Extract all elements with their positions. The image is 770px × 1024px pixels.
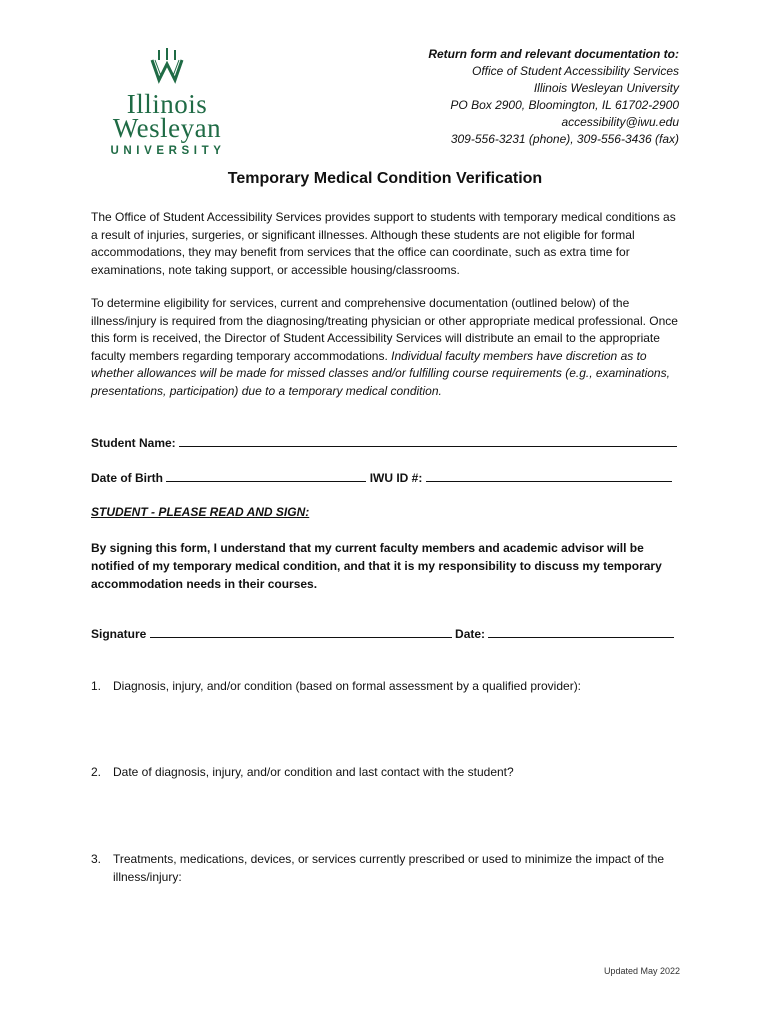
question-number: 3. bbox=[91, 852, 102, 866]
question-text: Date of diagnosis, injury, and/or condition and last contact with the student? bbox=[113, 765, 514, 779]
question-number: 1. bbox=[91, 679, 102, 693]
iwu-id-label: IWU ID #: bbox=[369, 471, 423, 485]
return-address-block bbox=[428, 46, 679, 148]
date-label: Date: bbox=[455, 627, 486, 641]
question-1 bbox=[91, 677, 683, 695]
question-2 bbox=[91, 763, 683, 781]
dob-id-row bbox=[91, 470, 672, 485]
question-text: Diagnosis, injury, and/or condition (based on formal assessment by a qualified provider): bbox=[113, 679, 582, 693]
university-logo bbox=[92, 46, 242, 158]
office-name: Office of Student Accessibility Services bbox=[472, 64, 679, 78]
signature-row bbox=[91, 626, 674, 641]
iwu-id-field[interactable] bbox=[426, 470, 672, 482]
dob-field[interactable] bbox=[166, 470, 366, 482]
dob-label: Date of Birth bbox=[91, 471, 163, 485]
date-field[interactable] bbox=[488, 626, 674, 638]
form-title: Temporary Medical Condition Verification bbox=[227, 170, 543, 187]
eligibility-text: To determine eligibility for services, current and comprehensive documentation (outlined below) of the illness/injury is required from the diagnosing/treating physician or other appropriate medical professional. Once this form is received, the Director of Student Accessibility Services will distribute an email to the appropriate faculty members regarding temporary accommodations. bbox=[91, 296, 678, 363]
signature-field[interactable] bbox=[150, 626, 452, 638]
student-agreement-text: By signing this form, I understand that my current faculty members and academic advisor will be notified of my temporary medical condition, and that it is my responsibility to discuss my temporary accommodation needs in their courses. bbox=[91, 541, 662, 591]
question-number: 2. bbox=[91, 765, 102, 779]
question-text: Treatments, medications, devices, or services currently prescribed or used to minimize the impact of the illness/injury: bbox=[113, 852, 665, 884]
logo-line-1: Illinois bbox=[126, 89, 208, 119]
student-name-label: Student Name: bbox=[91, 436, 176, 450]
logo-line-2: Wesleyan bbox=[112, 113, 222, 143]
question-3 bbox=[91, 850, 683, 886]
logo-line-3: UNIVERSITY bbox=[110, 145, 226, 157]
return-heading: Return form and relevant documentation to: bbox=[428, 47, 679, 61]
phone-fax: 309-556-3231 (phone), 309-556-3436 (fax) bbox=[450, 132, 679, 146]
student-name-row bbox=[91, 435, 677, 450]
email-address[interactable]: accessibility@iwu.edu bbox=[561, 115, 679, 129]
faculty-discretion-text: Individual faculty members have discretion as to whether allowances will be made for missed classes and/or fulfilling course requirements (e.g., examinations, presentations, participation) due to a temporary medical condition. bbox=[91, 348, 670, 398]
mailing-address: PO Box 2900, Bloomington, IL 61702-2900 bbox=[450, 98, 679, 112]
intro-paragraph: The Office of Student Accessibility Services provides support to students with temporary medical conditions as a result of injuries, surgeries, or significant illnesses. Although these students are not eligible for formal accommodations, they may benefit from services that the office can coordinate, such as extra time for examinations, note taking support, or accessible housing/classrooms. bbox=[91, 210, 676, 277]
eligibility-paragraph bbox=[91, 295, 683, 400]
iwu-logo-mark bbox=[92, 46, 242, 158]
updated-date-footer: Updated May 2022 bbox=[603, 966, 680, 976]
signature-label: Signature bbox=[91, 627, 147, 641]
university-name: Illinois Wesleyan University bbox=[533, 81, 679, 95]
student-name-field[interactable] bbox=[179, 435, 677, 447]
student-section-heading: STUDENT - PLEASE READ AND SIGN: bbox=[91, 505, 310, 519]
